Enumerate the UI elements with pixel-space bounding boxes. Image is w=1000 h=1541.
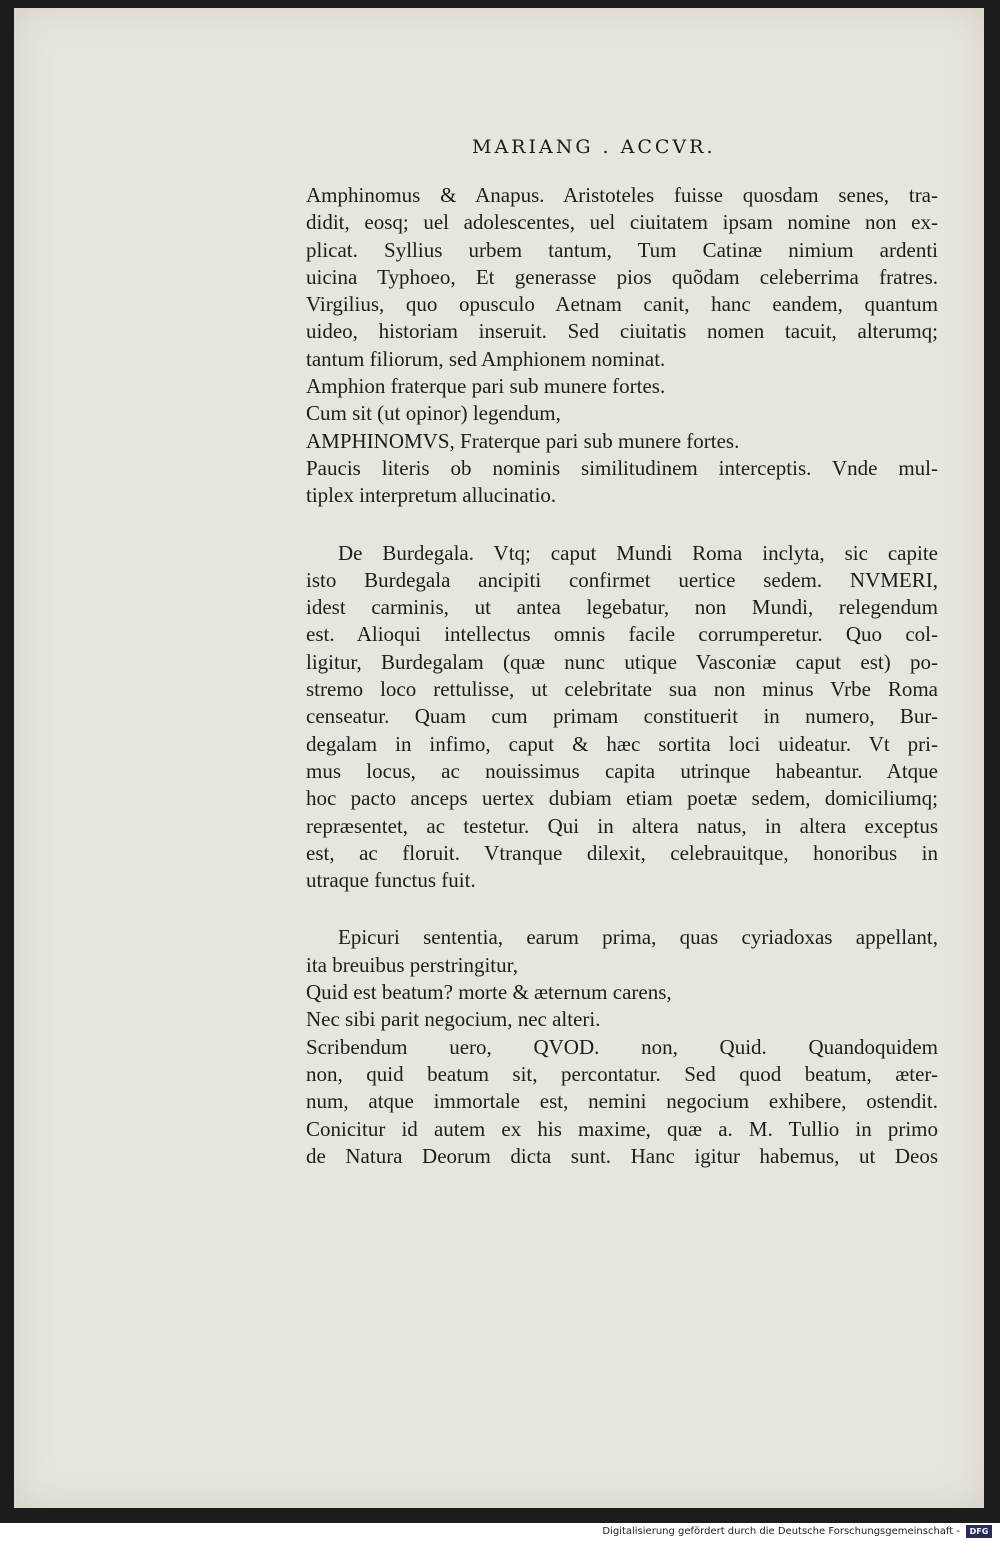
running-head: MARIANG . ACCVR. xyxy=(472,136,716,158)
dfg-logo: DFG xyxy=(966,1525,992,1538)
text-line: ligitur, Burdegalam (quæ nunc utique Vasconiæ caput est) po- xyxy=(306,649,938,674)
text-line: Amphion fraterque pari sub munere fortes. xyxy=(306,374,666,399)
text-line: Nec sibi parit negocium, nec alteri. xyxy=(306,1007,601,1032)
text-line: utraque functus fuit. xyxy=(306,868,476,893)
text-line: Virgilius, quo opusculo Aetnam canit, hanc eandem, quantum xyxy=(306,292,938,317)
text-line: est, ac floruit. Vtranque dilexit, celebrauitque, honoribus in xyxy=(306,840,938,865)
text-line: isto Burdegala ancipiti confirmet uertice sedem. NVMERI, xyxy=(306,567,938,592)
text-line: Amphinomus & Anapus. Aristoteles fuisse quosdam senes, tra- xyxy=(306,183,938,207)
digitization-footer xyxy=(0,1523,1000,1541)
text-line: Epicuri sententia, earum prima, quas cyriadoxas appellant, xyxy=(338,925,938,950)
text-line: Paucis literis ob nominis similitudinem interceptis. Vnde mul- xyxy=(306,455,938,480)
text-line: plicat. Syllius urbem tantum, Tum Catinæ nimium ardenti xyxy=(306,237,938,262)
text-line: ita breuibus perstringitur, xyxy=(306,952,519,977)
text-line: tiplex interpretum allucinatio. xyxy=(306,483,557,508)
text-line: hoc pacto anceps uertex dubiam etiam poetæ sedem, domiciliumq; xyxy=(306,786,938,811)
text-line: uicina Typhoeo, Et generasse pios quõdam celeberrima fratres. xyxy=(306,264,938,289)
text-line: num, atque immortale est, nemini negocium exhibere, ostendit. xyxy=(306,1089,938,1114)
text-line: degalam in infimo, caput & hæc sortita loci uideatur. Vt pri- xyxy=(306,731,938,756)
text-line: De Burdegala. Vtq; caput Mundi Roma inclyta, sic capite xyxy=(338,540,938,565)
text-line: Quid est beatum? morte & æternum carens, xyxy=(306,980,672,1005)
text-line: non, quid beatum sit, percontatur. Sed quod beatum, æter- xyxy=(306,1061,938,1086)
text-block xyxy=(306,182,938,1170)
text-line: idest carminis, ut antea legebatur, non Mundi, relegendum xyxy=(306,595,938,620)
text-line: censeatur. Quam cum primam constituerit in numero, Bur- xyxy=(306,704,938,729)
paragraph xyxy=(306,182,938,510)
paragraph xyxy=(306,924,938,1170)
text-line: Conicitur id autem ex his maxime, quæ a. M. Tullio in primo xyxy=(306,1116,938,1141)
text-line: Cum sit (ut opinor) legendum, xyxy=(306,401,561,426)
text-line: Scribendum uero, QVOD. non, Quid. Quandoquidem xyxy=(306,1034,938,1059)
text-line: uideo, historiam inseruit. Sed ciuitatis nomen tacuit, alterumq; xyxy=(306,319,938,344)
text-line: repræsentet, ac testetur. Qui in altera natus, in altera exceptus xyxy=(306,813,938,838)
footer-credit: Digitalisierung gefördert durch die Deutsche Forschungsgemeinschaft - xyxy=(602,1526,960,1537)
text-line: mus locus, ac nouissimus capita utrinque habeantur. Atque xyxy=(306,758,938,783)
text-line: stremo loco rettulisse, ut celebritate sua non minus Vrbe Roma xyxy=(306,677,938,702)
text-line: didit, eosq; uel adolescentes, uel ciuitatem ipsam nomine non ex- xyxy=(306,210,938,235)
text-line: tantum filiorum, sed Amphionem nominat. xyxy=(306,346,666,371)
text-line: de Natura Deorum dicta sunt. Hanc igitur habemus, ut Deos xyxy=(306,1143,938,1168)
text-line: est. Alioqui intellectus omnis facile corrumperetur. Quo col- xyxy=(306,622,938,647)
book-page xyxy=(14,8,984,1508)
paragraph xyxy=(306,540,938,895)
text-line: AMPHINOMVS, Fraterque pari sub munere fortes. xyxy=(306,428,740,453)
